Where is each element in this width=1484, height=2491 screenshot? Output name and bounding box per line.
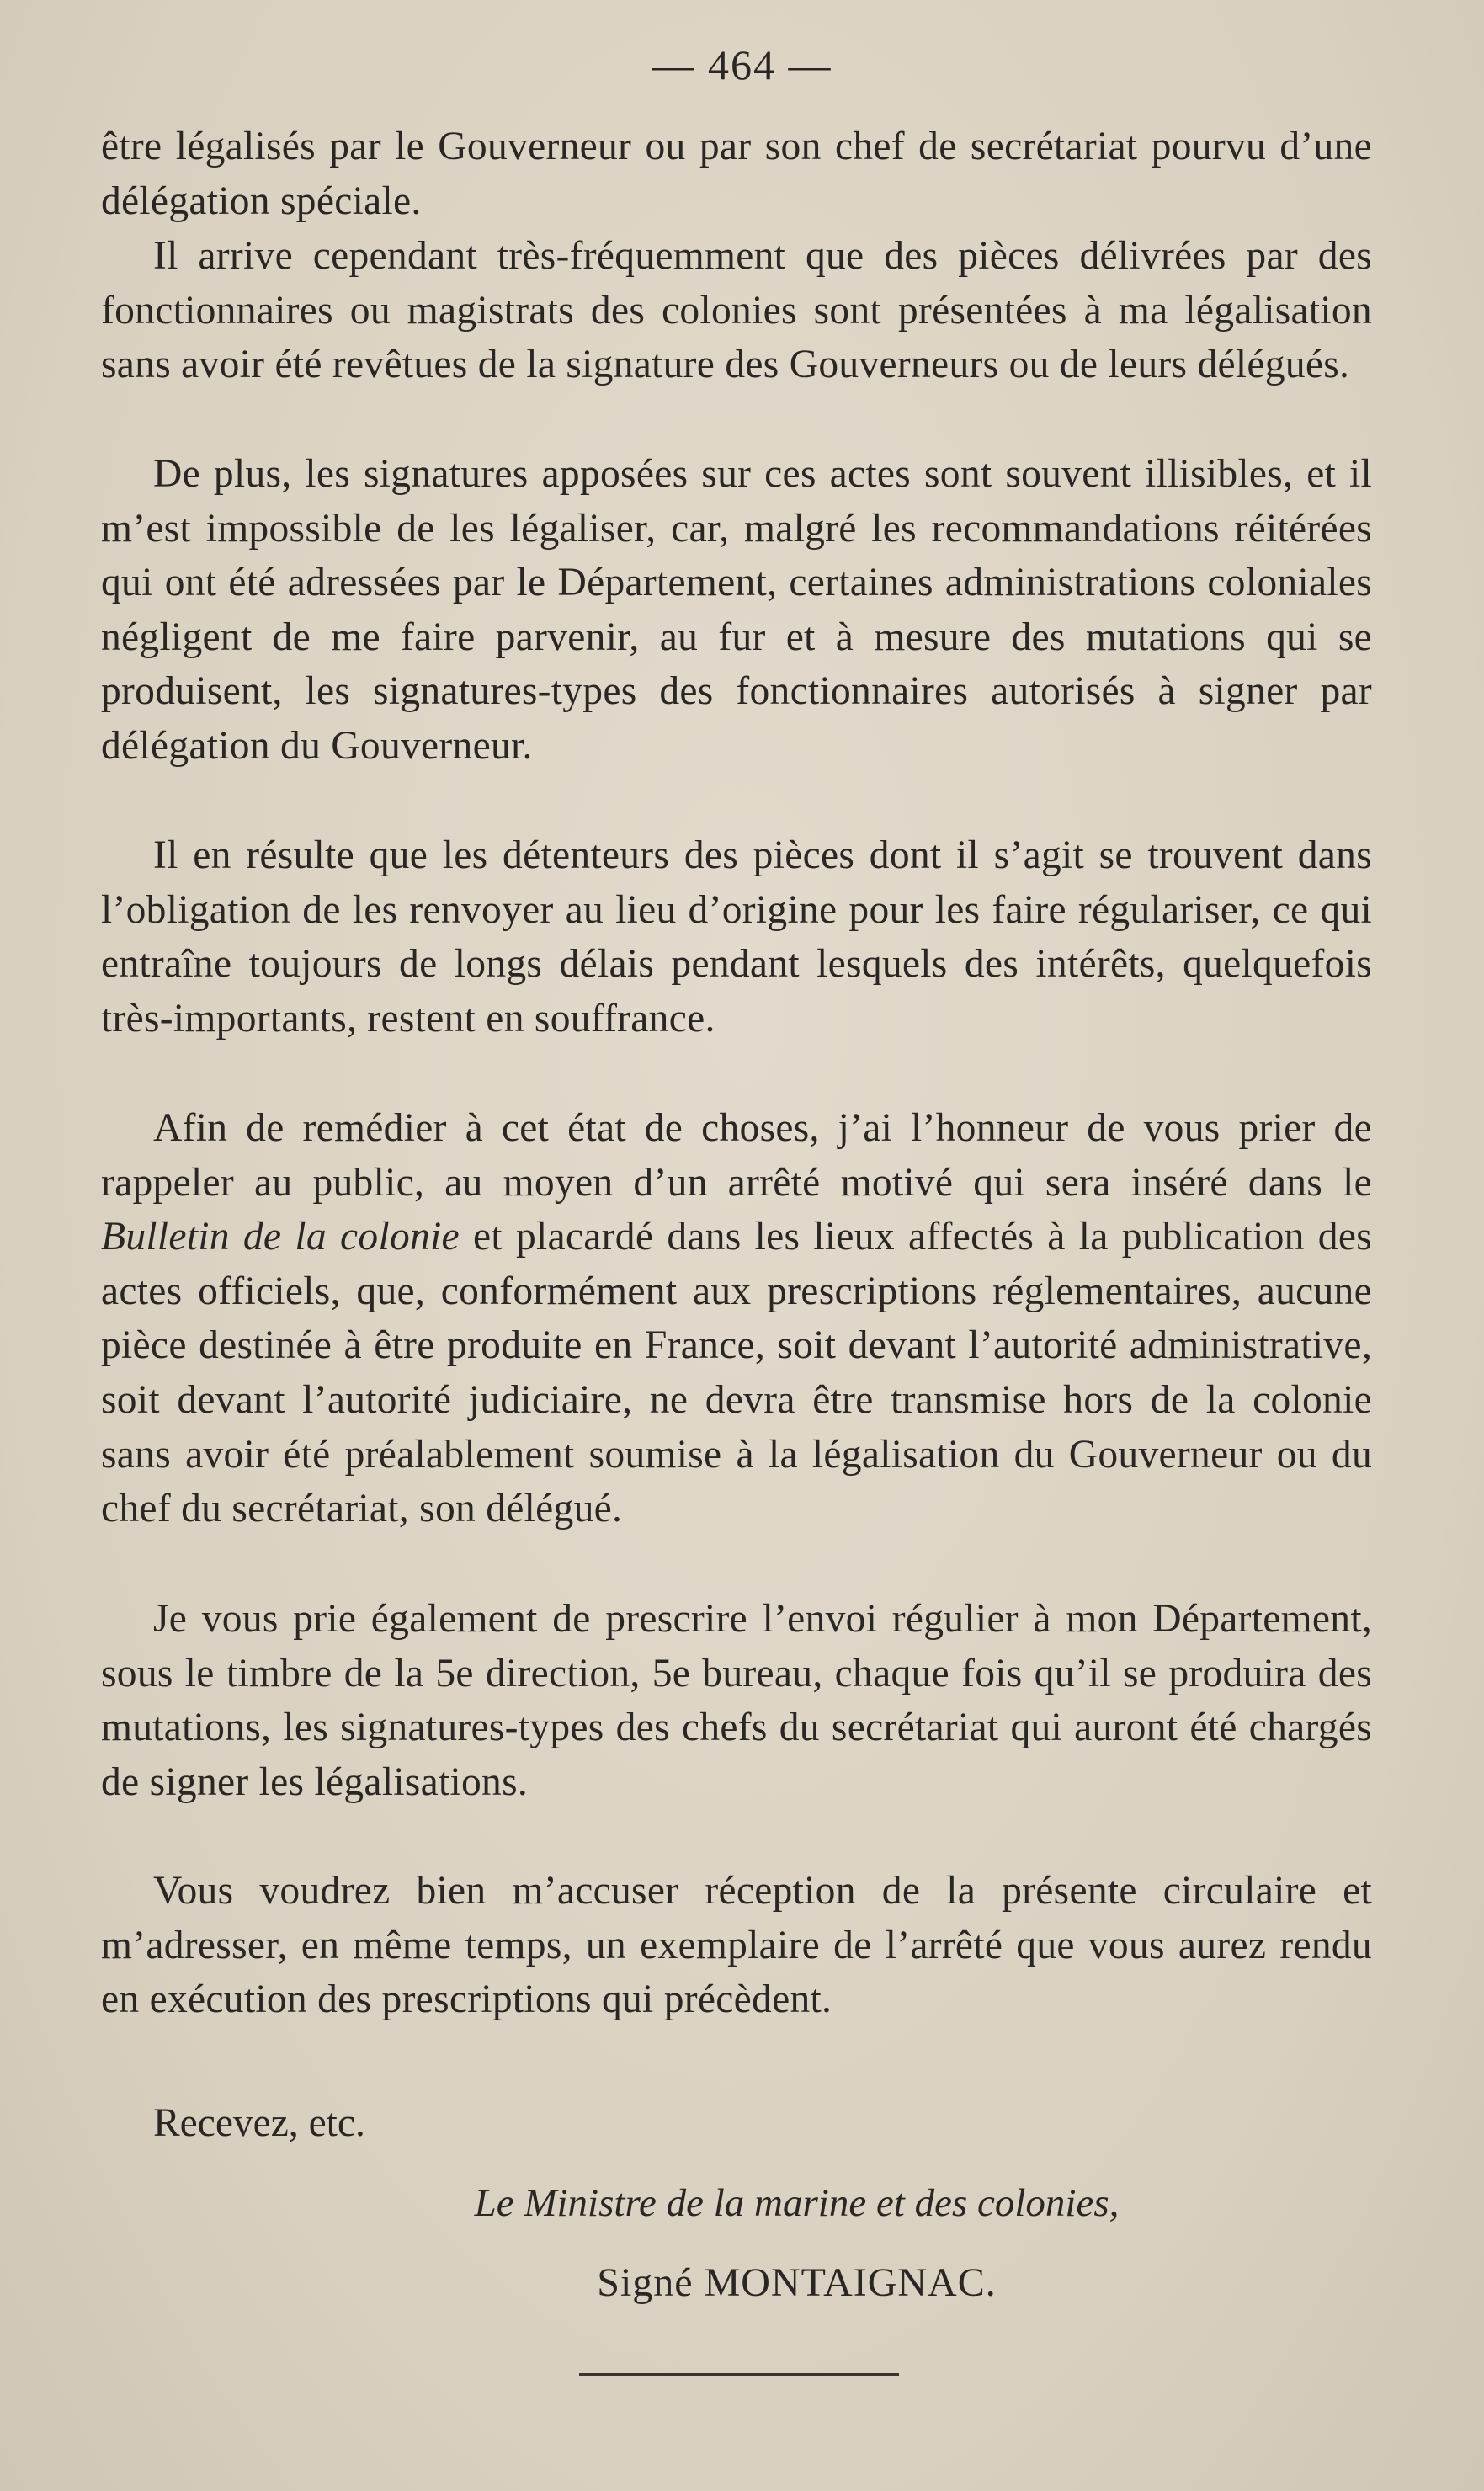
paragraph-5-text-start: Afin de remédier à cet état de choses, j’ai l’honneur de vous prier de rappeler au public, au moyen d’un arrêté motivé qui sera inséré dans le [101,1106,1372,1205]
paragraph-5-text-end: et placardé dans les lieux affectés à la publication des actes officiels, que, conformément aux prescriptions réglementaires, aucune pièce destinée à être produite en France, soit devant l’autorité administrative, soit devant l’autorité judiciaire, ne devra être transmise hors de la colonie sans avoir été préalablement soumise à la légalisation du Gouverneur ou du chef du secrétariat, son délégué. [101,1215,1372,1531]
page-number: — 464 — [652,41,832,88]
closing-rule [579,2373,899,2376]
signature-title: Le Ministre de la marine et des colonies, [474,2181,1120,2225]
paragraph-continuation: être légalisés par le Gouverneur ou par son chef de secrétariat pourvu d’une délégation spéciale. [101,125,1372,223]
paragraph-6: Je vous prie également de prescrire l’envoi régulier à mon Département, sous le timbre de la 5e direction, 5e bureau, chaque fois qu’il se produira des mutations, les signatures-types des chefs du secrétariat qui auront été chargés de signer les légalisations. [101,1597,1372,1804]
signature-name: Signé MONTAIGNAC. [597,2260,997,2305]
bulletin-title: Bulletin de la colonie [101,1215,460,1259]
closing-line: Recevez, etc. [153,2101,365,2145]
paragraph-3: De plus, les signatures apposées sur ces actes sont souvent illisibles, et il m’est impossible de les légaliser, car, malgré les recommandations réitérées qui ont été adressées par le Département, certaines administrations coloniales négligent de me faire parvenir, au fur et à mesure des mutations qui se produisent, les signatures-types des fonctionnaires autorisés à signer par délégation du Gouverneur. [101,452,1372,768]
paragraph-7: Vous voudrez bien m’accuser réception de la présente circulaire et m’adresser, en même temps, un exemplaire de l’arrêté que vous aurez rendu en exécution des prescriptions qui précèdent. [101,1869,1372,2022]
paragraph-5 [101,1101,1372,1536]
paragraph-4: Il en résulte que les détenteurs des pièces dont il s’agit se trouvent dans l’obligation de les renvoyer au lieu d’origine pour les faire régulariser, ce qui entraîne toujours de longs délais pendant lesquels des intérêts, quelquefois très-importants, restent en souffrance. [101,833,1372,1041]
paragraph-2: Il arrive cependant très-fréquemment que des pièces délivrées par des fonctionnaires ou magistrats des colonies sont présentées à ma légalisation sans avoir été revêtues de la signature des Gouverneurs ou de leurs délégués. [101,234,1372,387]
